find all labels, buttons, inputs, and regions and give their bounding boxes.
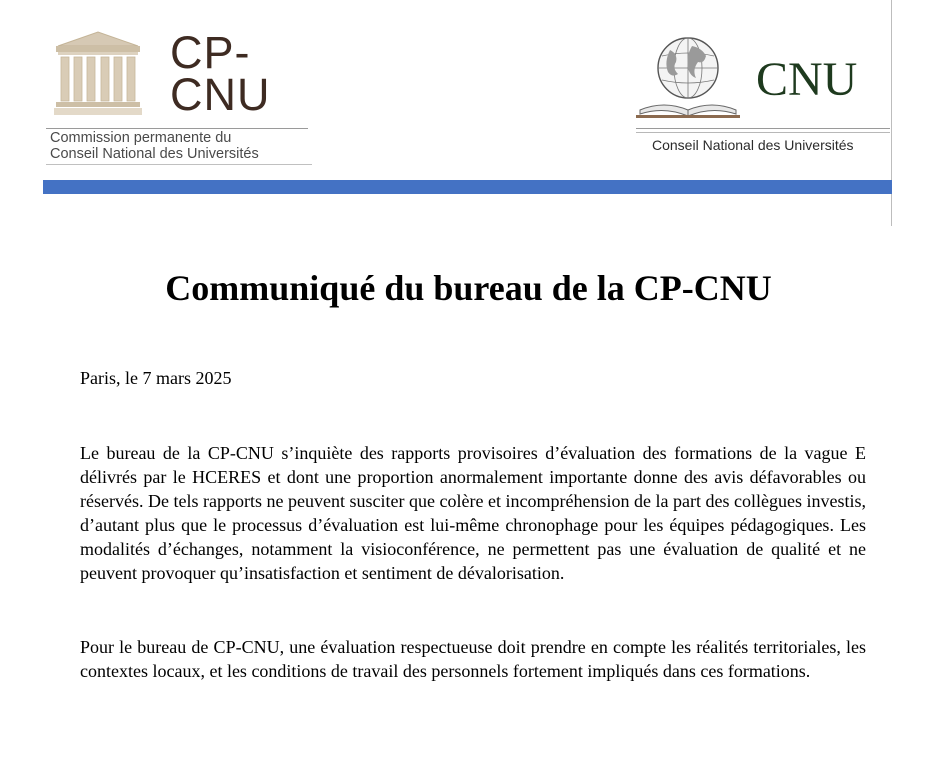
acronym-line-1: CP- [170,27,251,78]
divider [636,132,890,133]
document-date: Paris, le 7 mars 2025 [80,368,232,388]
cnu-acronym: CNU [756,53,858,106]
divider [46,164,312,165]
globe-icon [652,36,724,100]
temple-icon [52,30,144,118]
document-title: Communiqué du bureau de la CP-CNU [165,268,772,308]
header-bar [43,180,892,194]
divider [46,128,308,129]
paragraph-1: Le bureau de la CP-CNU s’inquiète des rapports provisoires d’évaluation des formations de la vague E délivrés par le HCERES et dont une proportion anormalement importante donne des avis défavorables ou réservés. De tels rapports ne peuvent susciter que colère et incompréhension de la part des collègues investis, d’autant plus que le processus d’évaluation est lui-même chronophage pour les équipes pédagogiques. Les modalités d’échanges, notamment la visioconférence, ne permettent pas une évaluation de qualité et ne peuvent provoquer qu’insatisfaction et sentiment de dévalorisation. [80,443,866,583]
cnu-subtitle: Conseil National des Universités [652,137,854,153]
cp-cnu-logo [46,28,316,170]
cnu-logo [636,36,894,160]
paragraph-2: Pour le bureau de CP-CNU, une évaluation respectueuse doit prendre en compte les réalités territoriales, les contextes locaux, et les conditions de travail des personnels fortement impliqués dans ces formations. [80,637,866,681]
subtitle-line-1: Commission permanente du [50,130,232,146]
cp-cnu-acronym [170,27,271,120]
divider [636,128,890,129]
acronym-line-2: CNU [170,69,271,120]
cp-cnu-subtitle [50,130,259,162]
subtitle-line-2: Conseil National des Universités [50,146,259,162]
open-book-icon [636,96,740,120]
